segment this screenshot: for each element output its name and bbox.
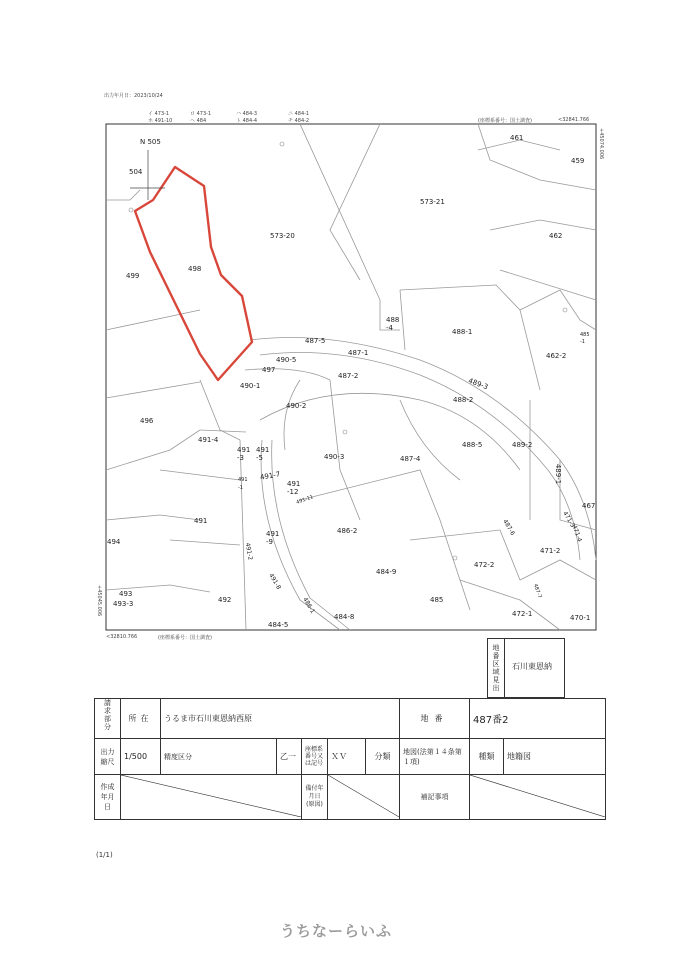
parcel-label: 491 -3 xyxy=(237,446,251,462)
parcel-label: 497 xyxy=(262,366,276,374)
parcel-label: 573-21 xyxy=(420,198,445,206)
highlighted-parcel-boundary xyxy=(135,167,252,380)
parcel-label: 491 -9 xyxy=(266,530,280,546)
legend-ni: ニ 484-1 xyxy=(288,111,310,117)
parcel-label: 490-1 xyxy=(240,382,261,390)
parcel-label: 489-2 xyxy=(512,441,533,449)
empty-slash-mark xyxy=(121,775,301,817)
legend-ho: ホ 491-10 xyxy=(148,118,173,124)
parcel-label: 467 xyxy=(582,502,596,510)
parcel-label: 487-4 xyxy=(400,455,421,463)
district-label: 地番区域見出 xyxy=(488,639,505,697)
parcel-label: 487-7 xyxy=(531,583,543,599)
coord-label: 座標系番号又は記号 xyxy=(302,739,328,775)
survey-note-top: (座標系番号：国土調査) xyxy=(478,118,532,124)
request-label: 請求部分 xyxy=(95,699,121,739)
created-label: 作成年月日 xyxy=(95,775,121,820)
parcel-label: 489-3 xyxy=(467,376,490,392)
parcel-label: 491 -12 xyxy=(287,480,301,496)
coord-left-side: +45045.006 xyxy=(96,585,102,617)
empty-slash-mark xyxy=(328,775,399,817)
class-label: 分類 xyxy=(366,739,400,775)
parcel-label: 573-20 xyxy=(270,232,295,240)
coord-right-top: <32841.766 xyxy=(558,117,590,123)
parcel-label: 490-5 xyxy=(276,356,297,364)
parcel-label: 459 xyxy=(571,157,585,165)
coord-right-side: +45074.006 xyxy=(598,128,604,160)
parcel-label: 461 xyxy=(510,134,524,142)
parcel-label: 491-4 xyxy=(198,436,219,444)
parcel-label: 484-5 xyxy=(268,621,289,629)
parcel-label: 462-2 xyxy=(546,352,567,360)
output-date: 出力年月日：2023/10/24 xyxy=(104,93,163,99)
parcel-label: 491 xyxy=(194,517,208,525)
parcel-label: 488-5 xyxy=(462,441,483,449)
legend-i: イ 473-1 xyxy=(148,111,170,117)
remarks-label: 備付年月日(原図) xyxy=(302,775,328,820)
notes-value xyxy=(470,775,606,820)
parcel-label: 490-3 xyxy=(324,453,345,461)
parcel-label: 493 xyxy=(119,590,133,598)
remarks-value xyxy=(328,775,400,820)
precision-label: 精度区分 xyxy=(161,739,277,775)
parcel-label: 504 xyxy=(129,168,143,176)
parcel-label: 492 xyxy=(218,596,232,604)
parcel-label: 486-2 xyxy=(337,527,358,535)
parcel-label: N 505 xyxy=(140,138,161,146)
parcel-label: 491-7 xyxy=(259,470,281,482)
legend-ro: ロ 473-1 xyxy=(190,111,212,117)
parcel-label: 488-1 xyxy=(452,328,473,336)
request-form xyxy=(94,698,606,820)
parcel-label: 493-3 xyxy=(113,600,134,608)
coord-left-bottom: <32810.766 xyxy=(106,634,138,640)
coord-value: ＸＶ xyxy=(328,739,366,775)
scale-label: 出力縮尺 xyxy=(95,739,121,775)
parcel-label: 486-1 xyxy=(301,596,317,615)
parcel-label: 491-11 xyxy=(295,494,315,506)
watermark-logo: うちなーらいふ xyxy=(280,922,393,940)
notes-label: 補記事項 xyxy=(400,775,470,820)
location-label: 所在 xyxy=(121,699,161,739)
lot-value: 487番2 xyxy=(470,699,606,739)
parcel-label: 485 xyxy=(430,596,444,604)
parcel-label: 484-9 xyxy=(376,568,397,576)
type-label: 種類 xyxy=(470,739,504,775)
parcel-label: 491 -1 xyxy=(238,477,248,491)
scale-value: 1/500 xyxy=(121,739,161,775)
survey-note-bottom: (座標系番号：国土調査) xyxy=(158,635,212,641)
parcel-label: 484-8 xyxy=(334,613,355,621)
class-value: 地図(法第１４条第１項) xyxy=(400,739,470,775)
legend-he: ヘ 484 xyxy=(190,118,207,124)
parcel-label: 471-3 xyxy=(561,510,577,529)
parcel-label: 470-1 xyxy=(570,614,591,622)
precision-value: 乙一 xyxy=(277,739,302,775)
parcel-label: 485 -1 xyxy=(580,332,590,345)
parcel-label: 496 xyxy=(140,417,154,425)
type-value: 地籍図 xyxy=(504,739,606,775)
parcel-label: 494 xyxy=(107,538,121,546)
parcel-label: 491-8 xyxy=(267,572,283,591)
parcel-label: 472-1 xyxy=(512,610,533,618)
parcel-label: 488 -4 xyxy=(386,316,400,332)
parcel-label-highlighted: 498 xyxy=(188,265,202,273)
parcel-label: 462 xyxy=(549,232,563,240)
parcel-label: 487-5 xyxy=(305,337,326,345)
legend-ha: ハ 484-3 xyxy=(236,111,258,117)
parcel-label: 471-2 xyxy=(540,547,561,555)
legend-chi: チ 484-2 xyxy=(288,118,310,124)
parcel-label: 499 xyxy=(126,272,140,280)
created-value xyxy=(121,775,302,820)
parcel-label: 491-2 xyxy=(243,542,254,561)
parcel-label: 488-2 xyxy=(453,396,474,404)
lot-label: 地番 xyxy=(400,699,470,739)
parcel-label: 471-4 xyxy=(570,524,583,543)
parcel-label: 472-2 xyxy=(474,561,495,569)
district-value: 石川東恩納 xyxy=(512,662,552,671)
legend-to: ト 484-4 xyxy=(236,118,258,124)
parcel-label: 491 -5 xyxy=(256,446,270,462)
parcel-label: 487-2 xyxy=(338,372,359,380)
empty-slash-mark xyxy=(470,775,605,817)
parcel-label: 490-2 xyxy=(286,402,307,410)
parcel-label: 489-1 xyxy=(554,463,563,485)
district-box xyxy=(487,638,565,698)
page-number: (1/1) xyxy=(96,851,113,859)
parcel-label: 487-6 xyxy=(501,518,517,537)
parcel-label: 487-1 xyxy=(348,349,369,357)
location-value: うるま市石川東恩納西原 xyxy=(161,699,400,739)
